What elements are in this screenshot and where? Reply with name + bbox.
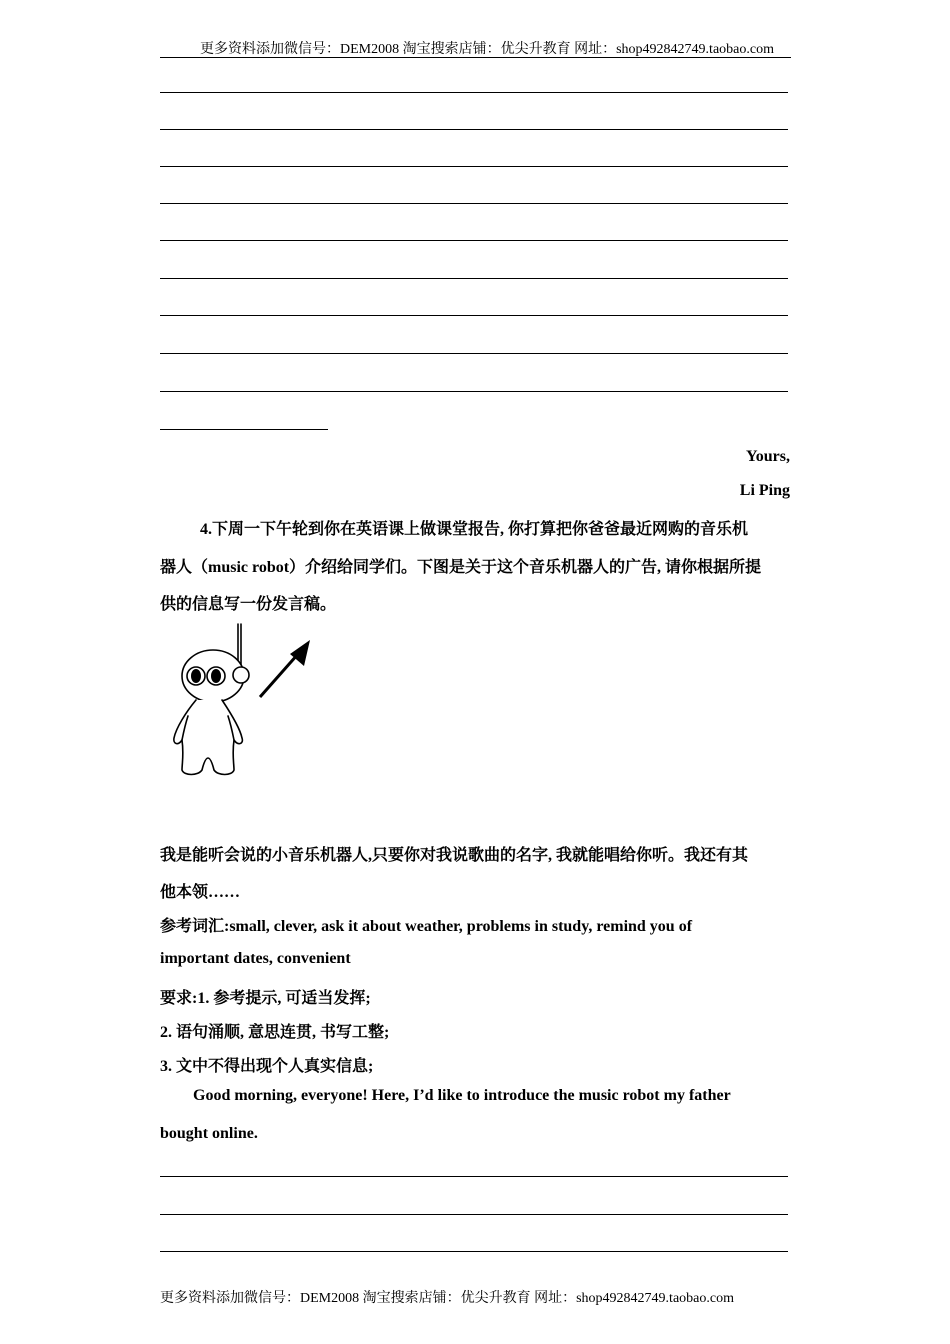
writing-line (160, 391, 788, 392)
vocab-line-2: important dates, convenient (160, 950, 351, 967)
writing-line (160, 129, 788, 130)
letter-closing: Yours, (745, 448, 790, 465)
ad-line-2: 他本领…… (160, 884, 241, 901)
writing-line (160, 353, 788, 354)
ad-line-1: 我是能听会说的小音乐机器人,只要你对我说歌曲的名字, 我就能唱给你听。我还有其 (160, 847, 749, 864)
opening-line-2: bought online. (160, 1125, 258, 1142)
requirement-2: 2. 语句涌顺, 意思连贯, 书写工整; (160, 1024, 390, 1041)
requirement-3: 3. 文中不得出现个人真实信息; (160, 1058, 374, 1075)
task-line-3: 供的信息写一份发言稿。 (160, 596, 337, 613)
opening-line-1: Good morning, everyone! Here, I’d like to introduce the music robot my father (193, 1087, 731, 1104)
writing-line (160, 1214, 788, 1215)
header-rule (160, 57, 791, 58)
writing-line (160, 166, 788, 167)
page-header: 更多资料添加微信号：DEM2008 淘宝搜索店铺：优尖升教育 网址：shop492842749.taobao.com (200, 42, 774, 57)
writing-line (160, 278, 788, 279)
task-line-1: 4.下周一下午轮到你在英语课上做课堂报告, 你打算把你爸爸最近网购的音乐机 (200, 521, 749, 538)
page-footer: 更多资料添加微信号：DEM2008 淘宝搜索店铺：优尖升教育 网址：shop492842749.taobao.com (160, 1291, 734, 1306)
requirement-1: 要求:1. 参考提示, 可适当发挥; (160, 990, 371, 1007)
writing-line (160, 203, 788, 204)
writing-line (160, 315, 788, 316)
task-line-2: 器人（music robot）介绍给同学们。下图是关于这个音乐机器人的广告, 请你根据所提 (160, 559, 762, 576)
vocab-line-1: 参考词汇:small, clever, ask it about weather, problems in study, remind you of (160, 918, 693, 935)
writing-line (160, 92, 788, 93)
writing-line (160, 1176, 788, 1177)
writing-line-short (160, 429, 328, 430)
music-robot-illustration (168, 620, 318, 780)
writing-line (160, 1251, 788, 1252)
letter-signature: Li Ping (739, 482, 790, 499)
writing-line (160, 240, 788, 241)
